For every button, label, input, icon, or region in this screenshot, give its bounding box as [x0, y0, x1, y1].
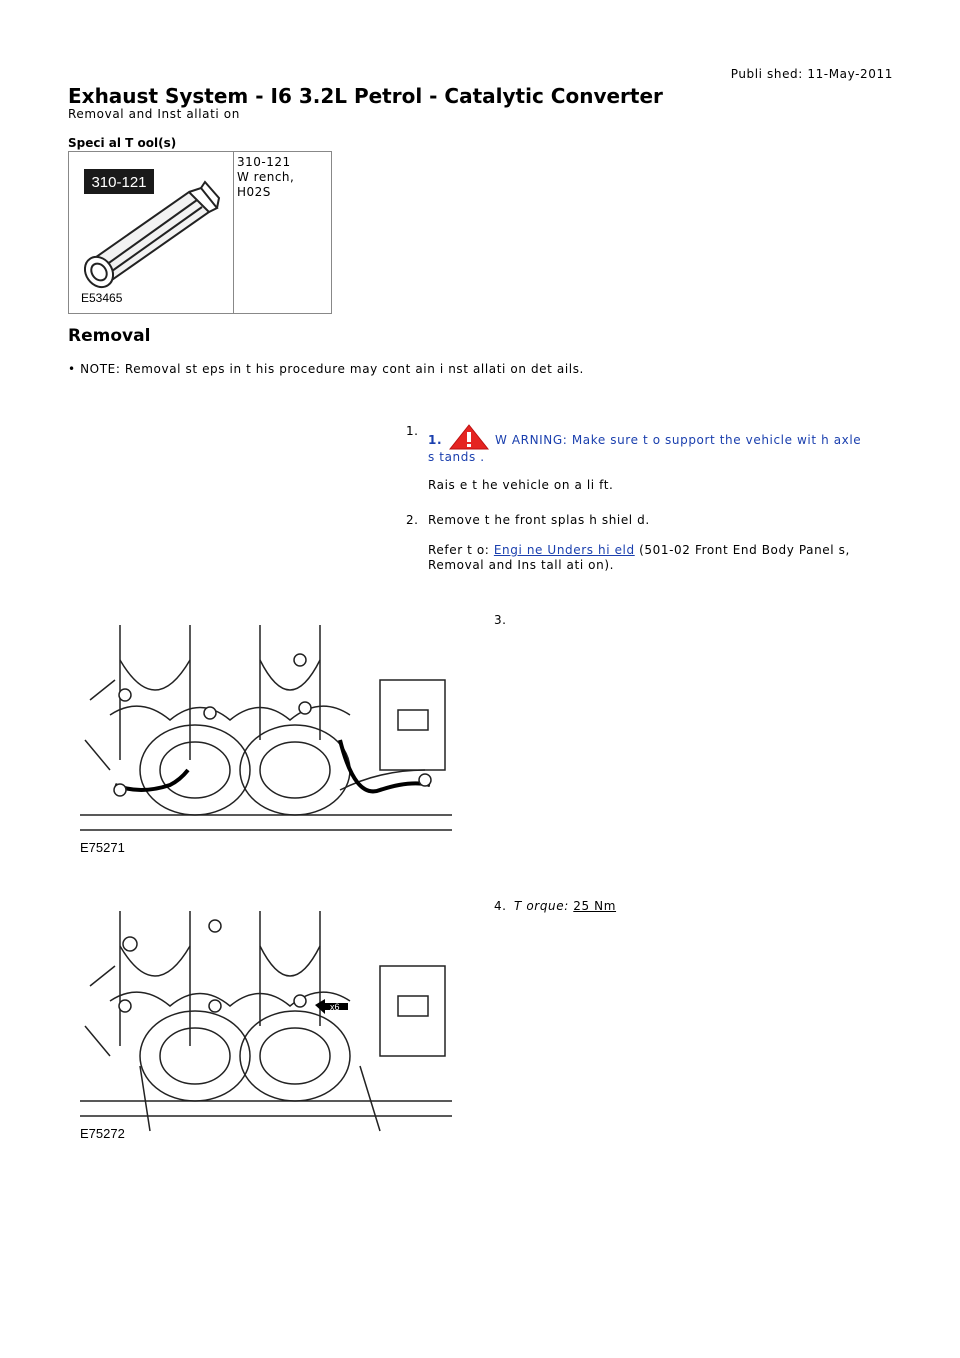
- step-1-bold-number: 1.: [428, 433, 443, 447]
- step-4-callout: x6: [330, 1002, 340, 1012]
- removal-note: • NOTE: Removal st eps in t his procedure may cont ain i nst allati on det ails.: [68, 362, 584, 376]
- page-subtitle: Removal and Inst allati on: [68, 107, 240, 121]
- step-3-figure: [80, 620, 452, 856]
- special-tools-label: Speci al T ool(s): [68, 136, 177, 150]
- step-1-warning: W ARNING: Make sure t o support the vehicle wit h axle: [494, 433, 862, 447]
- tool-name: W rench, H02S: [237, 170, 295, 199]
- warning-triangle-icon: [449, 424, 489, 450]
- step-2-refer-prefix: Refer t o:: [428, 543, 490, 557]
- step-4-figure: [80, 906, 452, 1142]
- step-4-content: [514, 899, 616, 914]
- hos2-wrench-illustration: [69, 152, 233, 313]
- torque-value: 25 Nm: [573, 899, 617, 913]
- tool-number: 310-121: [237, 155, 291, 169]
- step-4-figure-id: E75272: [80, 1126, 125, 1141]
- catalytic-converter-bolts-illustration: [80, 906, 452, 1142]
- step-1-instruction: Rais e t he vehicle on a li ft.: [428, 478, 614, 492]
- engine-undershield-link[interactable]: Engi ne Unders hi eld: [493, 543, 635, 557]
- step-4-number: 4.: [494, 899, 507, 913]
- step-2-number: 2.: [406, 513, 419, 527]
- step-3-figure-id: E75271: [80, 840, 125, 855]
- step-2-refer-suffix: (501-02 Front End Body Panel s,: [639, 543, 850, 557]
- tool-figure-id: E53465: [81, 291, 123, 305]
- step-3-number: 3.: [494, 613, 507, 627]
- step-1-content: [428, 424, 868, 493]
- tool-image-label: 310-121: [91, 174, 147, 191]
- step-2-refer: [428, 543, 868, 558]
- catalytic-converter-illustration: [80, 620, 452, 856]
- step-1-warning-cont: s tands .: [428, 450, 485, 464]
- published-date: Publi shed: 11-May-2011: [730, 67, 893, 81]
- step-2-content: [428, 513, 868, 573]
- tool-description: [237, 155, 331, 200]
- step-2-refer-suffix2: Removal and Ins tall ati on).: [428, 558, 615, 572]
- step-2-instruction: Remove t he front splas h shiel d.: [428, 513, 650, 527]
- tool-image-cell: [69, 152, 234, 313]
- step-1-number: 1.: [406, 424, 419, 438]
- special-tools-table: [68, 151, 332, 314]
- page-title: Exhaust System - I6 3.2L Petrol - Catalytic Converter: [68, 84, 663, 108]
- torque-label: T orque:: [514, 899, 569, 913]
- removal-heading: Removal: [68, 326, 151, 346]
